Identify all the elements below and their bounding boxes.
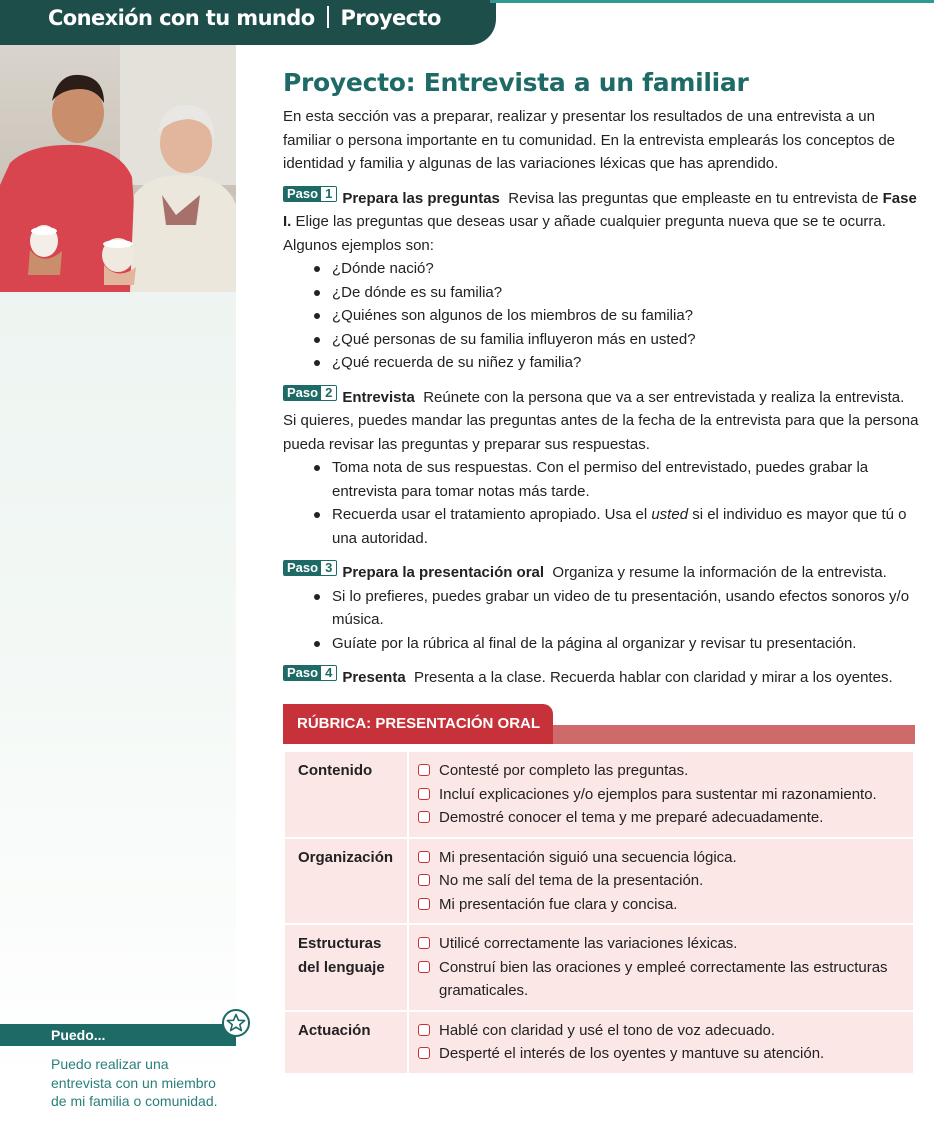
badge-word: Paso bbox=[284, 386, 321, 400]
step-badge bbox=[283, 385, 337, 401]
badge-word: Paso bbox=[284, 561, 321, 575]
page-title: Proyecto: Entrevista a un familiar bbox=[283, 68, 749, 97]
step-3-paragraph bbox=[283, 560, 919, 585]
step-2-bullets bbox=[313, 456, 919, 550]
table-row bbox=[284, 924, 914, 1011]
step-4 bbox=[283, 665, 919, 690]
rubric-category: Estructuras del lenguaje bbox=[284, 924, 408, 1011]
rubric-item-text: Mi presentación fue clara y concisa. bbox=[439, 895, 678, 913]
checkbox[interactable] bbox=[418, 961, 430, 973]
rubric-category: Organización bbox=[284, 838, 408, 925]
list-item: Guíate por la rúbrica al final de la página al organizar y revisar tu presentación. bbox=[313, 632, 919, 656]
rubric-item-text: Incluí explicaciones y/o ejemplos para sustentar mi razonamiento. bbox=[439, 785, 877, 803]
step-title: Entrevista bbox=[342, 388, 415, 406]
badge-word: Paso bbox=[284, 187, 321, 201]
table-row bbox=[284, 751, 914, 838]
header-accent-line bbox=[490, 0, 934, 3]
rubric-item-text: Mi presentación siguió una secuencia lógica. bbox=[439, 848, 737, 866]
rubric-item-text: Desperté el interés de los oyentes y mantuve su atención. bbox=[439, 1045, 825, 1062]
step-1-questions bbox=[313, 257, 919, 375]
header-divider bbox=[327, 6, 329, 28]
list-item: Toma nota de sus respuestas. Con el permiso del entrevistado, puedes grabar la entrevista para tomar notas más tarde. bbox=[313, 456, 919, 503]
step-1 bbox=[283, 186, 919, 375]
list-item bbox=[313, 503, 919, 550]
checkbox[interactable] bbox=[418, 811, 430, 823]
step-badge bbox=[283, 560, 337, 576]
step-badge bbox=[283, 186, 337, 202]
badge-number: 4 bbox=[321, 666, 336, 680]
step-title: Presenta bbox=[342, 669, 406, 686]
checkbox[interactable] bbox=[418, 937, 430, 949]
rubric-items bbox=[408, 751, 914, 838]
header-text bbox=[48, 6, 441, 30]
rubric-item bbox=[418, 932, 907, 956]
badge-word: Paso bbox=[284, 666, 321, 680]
list-item-italic: usted bbox=[651, 506, 689, 523]
rubric-category: Contenido bbox=[284, 751, 408, 838]
step-2-paragraph bbox=[283, 385, 919, 457]
checkbox[interactable] bbox=[418, 1047, 430, 1059]
rubric-title: RÚBRICA: PRESENTACIÓN ORAL bbox=[283, 704, 553, 744]
puedo-bar bbox=[0, 1024, 236, 1046]
checkbox[interactable] bbox=[418, 1024, 430, 1036]
list-item: ¿Qué recuerda de su niñez y familia? bbox=[313, 351, 919, 375]
rubric-item bbox=[418, 1019, 907, 1043]
rubric-items bbox=[408, 838, 914, 925]
rubric-item bbox=[418, 1042, 907, 1066]
step-text: Revisa las preguntas que empleaste en tu entrevista de bbox=[508, 189, 883, 207]
badge-number: 3 bbox=[321, 561, 336, 575]
checkbox[interactable] bbox=[418, 764, 430, 776]
checkbox[interactable] bbox=[418, 898, 430, 910]
table-row bbox=[284, 838, 914, 925]
step-badge bbox=[283, 665, 337, 681]
list-item-text-cont: si el individuo es mayor que tú o una autoridad. bbox=[332, 506, 907, 547]
rubric-item bbox=[418, 783, 907, 807]
rubric-item bbox=[418, 956, 907, 1003]
rubric-item bbox=[418, 846, 907, 870]
rubric-item bbox=[418, 893, 907, 917]
step-text: Reúnete con la persona que va a ser entrevistada y realiza la entrevista. Si quieres, puedes mandar las preguntas antes de la fecha de la entrevista para que la persona pueda revisar las preguntas y preparar sus respuestas. bbox=[283, 388, 919, 453]
badge-number: 1 bbox=[321, 187, 336, 201]
step-4-paragraph bbox=[283, 665, 919, 690]
rubric-category: Actuación bbox=[284, 1011, 408, 1074]
badge-number: 2 bbox=[321, 386, 336, 400]
step-text-bold: Fase I. bbox=[283, 189, 917, 230]
rubric-item-text: Contesté por completo las preguntas. bbox=[439, 762, 689, 779]
checkbox[interactable] bbox=[418, 788, 430, 800]
rubric-item bbox=[418, 759, 907, 783]
step-title: Prepara las preguntas bbox=[342, 189, 500, 207]
rubric-item-text: No me salí del tema de la presentación. bbox=[439, 872, 704, 889]
step-3-bullets bbox=[313, 585, 919, 656]
rubric-items bbox=[408, 924, 914, 1011]
main-content bbox=[283, 68, 919, 690]
step-text-cont: Elige las preguntas que deseas usar y añade cualquier pregunta nueva que se te ocurra. Algunos ejemplos son: bbox=[283, 213, 886, 254]
step-text: Organiza y resume la información de la entrevista. bbox=[552, 564, 887, 581]
table-row bbox=[284, 1011, 914, 1074]
rubric-item-text: Utilicé correctamente las variaciones léxicas. bbox=[439, 935, 738, 952]
list-item: ¿Dónde nació? bbox=[313, 257, 919, 281]
puedo-text: Puedo realizar una entrevista con un miembro de mi familia o comunidad. bbox=[51, 1056, 218, 1109]
step-2 bbox=[283, 385, 919, 551]
step-3 bbox=[283, 560, 919, 655]
list-item: ¿Quiénes son algunos de los miembros de su familia? bbox=[313, 304, 919, 328]
rubric-items bbox=[408, 1011, 914, 1074]
step-1-paragraph bbox=[283, 186, 919, 258]
intro-paragraph: En esta sección vas a preparar, realizar y presentar los resultados de una entrevista a un familiar o persona importante en tu comunidad. En la entrevista emplearás los conceptos de identidad y familia y algunas de las variaciones léxicas que has aprendido. bbox=[283, 108, 896, 172]
list-item-text: Recuerda usar el tratamiento apropiado. Usa el bbox=[332, 506, 652, 523]
family-photo bbox=[0, 45, 236, 292]
list-item: ¿De dónde es su familia? bbox=[313, 281, 919, 305]
rubric-item bbox=[418, 869, 907, 893]
list-item: Si lo prefieres, puedes grabar un video de tu presentación, usando efectos sonoros y/o música. bbox=[313, 585, 919, 632]
header-page: Proyecto bbox=[340, 6, 441, 30]
checkbox[interactable] bbox=[418, 851, 430, 863]
rubric-item bbox=[418, 806, 907, 830]
step-text: Presenta a la clase. Recuerda hablar con claridad y mirar a los oyentes. bbox=[414, 669, 893, 686]
puedo-title: Puedo... bbox=[51, 1027, 106, 1043]
rubric-item-text: Demostré conocer el tema y me preparé adecuadamente. bbox=[439, 809, 824, 826]
list-item: ¿Qué personas de su familia influyeron más en usted? bbox=[313, 328, 919, 352]
header-section: Conexión con tu mundo bbox=[48, 6, 315, 30]
checkbox[interactable] bbox=[418, 874, 430, 886]
rubric-item-text: Construí bien las oraciones y empleé correctamente las estructuras gramaticales. bbox=[439, 958, 888, 999]
rubric-item-text: Hablé con claridad y usé el tono de voz adecuado. bbox=[439, 1021, 776, 1039]
rubric-table bbox=[283, 750, 915, 1075]
step-title: Prepara la presentación oral bbox=[342, 564, 545, 581]
star-icon bbox=[222, 1009, 250, 1037]
